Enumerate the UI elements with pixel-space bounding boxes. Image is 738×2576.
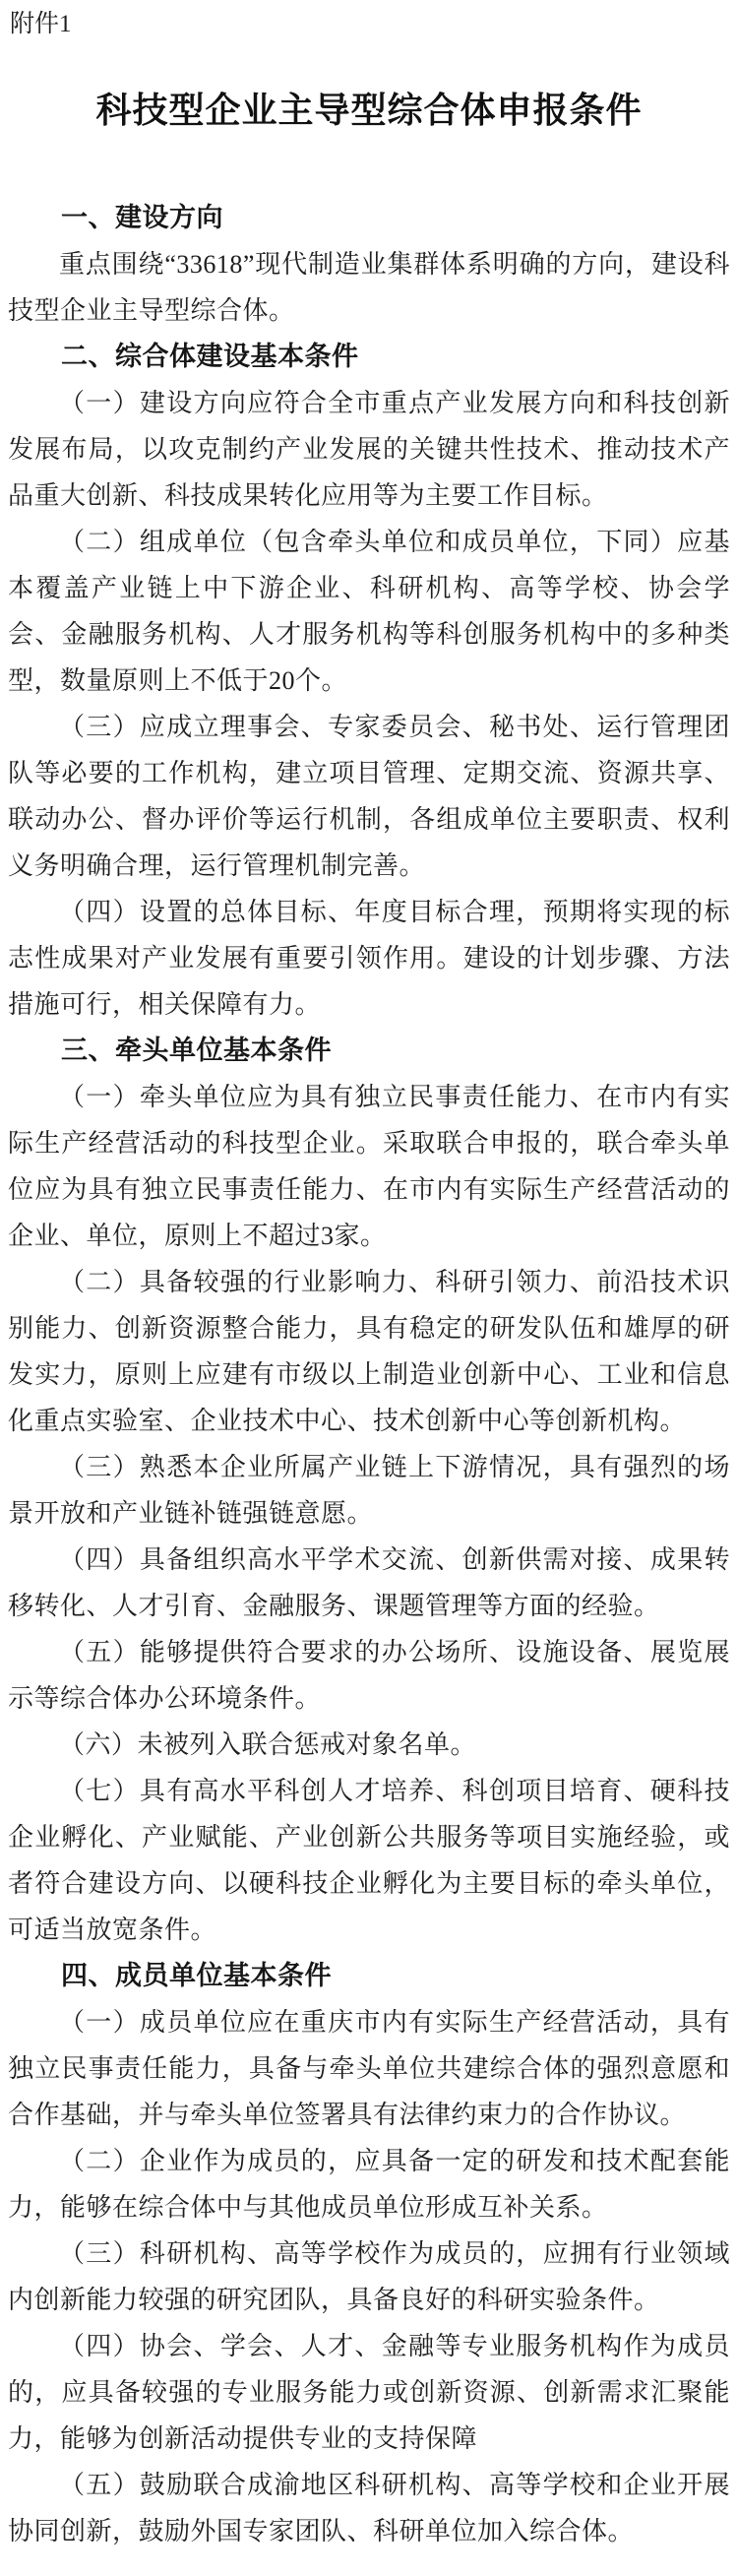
attachment-label: 附件1 [10,11,72,37]
section-heading-member-unit-basic-conditions: 四、成员单位基本条件 [61,1961,332,1990]
paragraph: （四）设置的总体目标、年度目标合理，预期将实现的标志性成果对产业发展有重要引领作用。建设的计划步骤、方法措施可行，相关保障有力。 [8,898,730,1019]
paragraph: （四）协会、学会、人才、金融等专业服务机构作为成员的，应具备较强的专业服务能力或创新资源、创新需求汇聚能力，能够为创新活动提供专业的支持保障 [8,2332,730,2453]
paragraph: （三）应成立理事会、专家委员会、秘书处、运行管理团队等必要的工作机构，建立项目管理、定期交流、资源共享、联动办公、督办评价等运行机制，各组成单位主要职责、权利义务明确合理，运行管理机制完善。 [8,713,730,880]
paragraph: （五）能够提供符合要求的办公场所、设施设备、展览展示等综合体办公环境条件。 [8,1638,730,1713]
paragraph: （三）科研机构、高等学校作为成员的，应拥有行业领域内创新能力较强的研究团队，具备良好的科研实验条件。 [8,2239,730,2314]
document-title: 科技型企业主导型综合体申报条件 [95,91,643,130]
paragraph: （四）具备组织高水平学术交流、创新供需对接、成果转移转化、人才引育、金融服务、课题管理等方面的经验。 [8,1545,730,1620]
paragraph: 重点围绕“33618”现代制造业集群体系明确的方向，建设科技型企业主导型综合体。 [8,250,730,325]
paragraph: （二）组成单位（包含牵头单位和成员单位，下同）应基本覆盖产业链上中下游企业、科研机构、高等学校、协会学会、金融服务机构、人才服务机构等科创服务机构中的多种类型，数量原则上不低于20个。 [8,528,730,695]
paragraph: （二）企业作为成员的，应具备一定的研发和技术配套能力，能够在综合体中与其他成员单位形成互补关系。 [8,2147,730,2222]
paragraph: （一）牵头单位应为具有独立民事责任能力、在市内有实际生产经营活动的科技型企业。采取联合申报的，联合牵头单位应为具有独立民事责任能力、在市内有实际生产经营活动的企业、单位，原则上不超过3家。 [8,1083,730,1250]
paragraph: （一）建设方向应符合全市重点产业发展方向和科技创新发展布局，以攻克制约产业发展的关键共性技术、推动技术产品重大创新、科技成果转化应用等为主要工作目标。 [8,389,730,510]
paragraph: （三）熟悉本企业所属产业链上下游情况，具有强烈的场景开放和产业链补链强链意愿。 [8,1453,730,1528]
paragraph: （五）鼓励联合成渝地区科研机构、高等学校和企业开展协同创新，鼓励外国专家团队、科研单位加入综合体。 [8,2471,730,2545]
paragraph: （七）具有高水平科创人才培养、科创项目培育、硬科技企业孵化、产业赋能、产业创新公共服务等项目实施经验，或者符合建设方向、以硬科技企业孵化为主要目标的牵头单位，可适当放宽条件。 [8,1777,730,1944]
document-body [8,195,730,2554]
paragraph: （一）成员单位应在重庆市内有实际生产经营活动，具有独立民事责任能力，具备与牵头单位共建综合体的强烈意愿和合作基础，并与牵头单位签署具有法律约束力的合作协议。 [8,2008,730,2129]
paragraph: （二）具备较强的行业影响力、科研引领力、前沿技术识别能力、创新资源整合能力，具有稳定的研发队伍和雄厚的研发实力，原则上应建有市级以上制造业创新中心、工业和信息化重点实验室、企业技术中心、技术创新中心等创新机构。 [8,1268,730,1435]
paragraph: （六）未被列入联合惩戒对象名单。 [59,1730,477,1759]
section-heading-construction-direction: 一、建设方向 [61,203,223,232]
section-heading-complex-basic-conditions: 二、综合体建设基本条件 [61,342,359,371]
section-heading-lead-unit-basic-conditions: 三、牵头单位基本条件 [61,1036,332,1065]
